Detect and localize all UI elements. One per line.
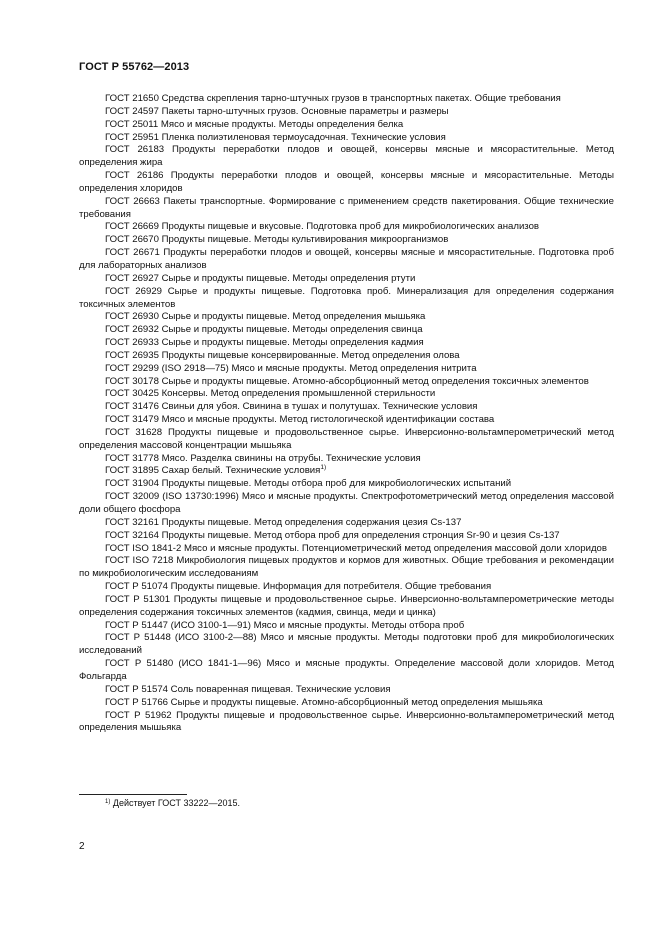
reference-text: ГОСТ 26927 Сырье и продукты пищевые. Методы определения ртути bbox=[105, 272, 416, 284]
reference-item bbox=[79, 684, 614, 697]
reference-text: ГОСТ 32164 Продукты пищевые. Метод отбора проб для определения стронция Sr-90 и цезия Cs-137 bbox=[105, 529, 560, 541]
reference-item bbox=[79, 144, 614, 170]
reference-item bbox=[79, 324, 614, 337]
reference-text: ГОСТ 31778 Мясо. Разделка свинины на отрубы. Технические условия bbox=[105, 452, 421, 464]
reference-text: ГОСТ 26930 Сырье и продукты пищевые. Метод определения мышьяка bbox=[105, 311, 426, 323]
reference-item bbox=[79, 132, 614, 145]
reference-text: ГОСТ 25011 Мясо и мясные продукты. Методы определения белка bbox=[105, 118, 404, 130]
footnote-reference-marker: 1) bbox=[320, 464, 327, 472]
footnote-divider bbox=[79, 794, 187, 795]
reference-text: ГОСТ 32161 Продукты пищевые. Метод определения содержания цезия Cs-137 bbox=[105, 516, 462, 528]
reference-text: ГОСТ 30178 Сырье и продукты пищевые. Атомно-абсорбционный метод определения токсичных элементов bbox=[105, 375, 589, 387]
reference-item bbox=[79, 581, 614, 594]
reference-text: ГОСТ Р 51447 (ИСО 3100-1—91) Мясо и мясные продукты. Методы отбора проб bbox=[105, 619, 465, 631]
reference-item bbox=[79, 401, 614, 414]
reference-text: ГОСТ Р 51448 (ИСО 3100-2—88) Мясо и мясные продукты. Методы подготовки проб для микробиологических исследований bbox=[79, 632, 614, 657]
reference-text: ГОСТ Р 51962 Продукты пищевые и продовольственное сырье. Инверсионно-вольтамперометрический метод определения мышьяка bbox=[79, 709, 614, 734]
reference-item bbox=[79, 196, 614, 222]
reference-text: ГОСТ 26935 Продукты пищевые консервированные. Метод определения олова bbox=[105, 349, 460, 361]
reference-text: ГОСТ 25951 Пленка полиэтиленовая термоусадочная. Технические условия bbox=[105, 131, 446, 143]
reference-text: ГОСТ Р 51574 Соль поваренная пищевая. Технические условия bbox=[105, 683, 391, 695]
reference-item bbox=[79, 555, 614, 581]
reference-item bbox=[79, 658, 614, 684]
reference-text: ГОСТ 31895 Сахар белый. Технические условия bbox=[105, 465, 321, 477]
reference-item bbox=[79, 93, 614, 106]
reference-text: ГОСТ 26669 Продукты пищевые и вкусовые. Подготовка проб для микробиологических анализов bbox=[105, 221, 540, 233]
reference-item bbox=[79, 710, 614, 736]
reference-item bbox=[79, 119, 614, 132]
reference-item bbox=[79, 517, 614, 530]
document-header-title: ГОСТ Р 55762—2013 bbox=[79, 61, 190, 73]
reference-item bbox=[79, 273, 614, 286]
reference-item bbox=[79, 491, 614, 517]
reference-text: ГОСТ ISO 7218 Микробиология пищевых продуктов и кормов для животных. Общие требования и рекомендации по микробиологическим исследованиям bbox=[79, 555, 614, 580]
reference-text: ГОСТ 26183 Продукты переработки плодов и овощей, консервы мясные и мясорастительные. Метод определения жира bbox=[79, 144, 614, 169]
reference-item bbox=[79, 221, 614, 234]
reference-item bbox=[79, 632, 614, 658]
page-number: 2 bbox=[79, 841, 85, 852]
reference-item bbox=[79, 478, 614, 491]
reference-text: ГОСТ 31904 Продукты пищевые. Методы отбора проб для микробиологических испытаний bbox=[105, 478, 512, 490]
reference-item bbox=[79, 363, 614, 376]
footnote-text: Действует ГОСТ 33222—2015. bbox=[110, 798, 241, 808]
reference-item bbox=[79, 465, 614, 478]
reference-item bbox=[79, 311, 614, 324]
reference-item bbox=[79, 106, 614, 119]
reference-text: ГОСТ 24597 Пакеты тарно-штучных грузов. Основные параметры и размеры bbox=[105, 105, 449, 117]
reference-item bbox=[79, 388, 614, 401]
reference-item bbox=[79, 350, 614, 363]
reference-text: ГОСТ 26670 Продукты пищевые. Методы культивирования микроорганизмов bbox=[105, 234, 449, 246]
reference-text: ГОСТ 31628 Продукты пищевые и продовольственное сырье. Инверсионно-вольтамперометрический метод определения массовой концентрации мышьяка bbox=[79, 426, 614, 451]
reference-item bbox=[79, 234, 614, 247]
normative-references-list bbox=[79, 93, 614, 735]
reference-item bbox=[79, 414, 614, 427]
footnote bbox=[105, 797, 240, 809]
reference-text: ГОСТ Р 51301 Продукты пищевые и продовольственное сырье. Инверсионно-вольтамперометрические методы определения содержания токсичных элементов (кадмия, свинца, меди и цинка) bbox=[79, 593, 614, 618]
reference-item bbox=[79, 337, 614, 350]
reference-text: ГОСТ 29299 (ISO 2918—75) Мясо и мясные продукты. Метод определения нитрита bbox=[105, 362, 477, 374]
reference-text: ГОСТ 21650 Средства скрепления тарно-штучных грузов в транспортных пакетах. Общие требования bbox=[105, 93, 561, 104]
reference-item bbox=[79, 170, 614, 196]
reference-item bbox=[79, 530, 614, 543]
footnote-marker: 1) bbox=[105, 799, 111, 805]
reference-text: ГОСТ 26663 Пакеты транспортные. Формирование с применением средств пакетирования. Общие технические требования bbox=[79, 195, 614, 220]
reference-item bbox=[79, 594, 614, 620]
reference-item bbox=[79, 543, 614, 556]
reference-text: ГОСТ 32009 (ISO 13730:1996) Мясо и мясные продукты. Спектрофотометрический метод определения массовой доли общего фосфора bbox=[79, 491, 614, 515]
reference-text: ГОСТ 26933 Сырье и продукты пищевые. Методы определения кадмия bbox=[105, 337, 424, 349]
reference-text: ГОСТ Р 51074 Продукты пищевые. Информация для потребителя. Общие требования bbox=[105, 581, 492, 593]
reference-item bbox=[79, 247, 614, 273]
reference-text: ГОСТ ISO 1841-2 Мясо и мясные продукты. Потенциометрический метод определения массовой доли хлоридов bbox=[105, 542, 607, 554]
reference-text: ГОСТ 26186 Продукты переработки плодов и овощей, консервы мясные и мясорастительные. Методы определения хлоридов bbox=[79, 170, 614, 194]
reference-item bbox=[79, 376, 614, 389]
reference-text: ГОСТ 26671 Продукты переработки плодов и овощей, консервы мясные и мясорастительные. Подготовка проб для лабораторных анализов bbox=[79, 247, 614, 271]
reference-item bbox=[79, 427, 614, 453]
reference-item bbox=[79, 620, 614, 633]
reference-text: ГОСТ 31479 Мясо и мясные продукты. Метод гистологической идентификации состава bbox=[105, 414, 495, 426]
reference-item bbox=[79, 286, 614, 312]
reference-text: ГОСТ 30425 Консервы. Метод определения промышленной стерильности bbox=[105, 388, 436, 400]
reference-text: ГОСТ Р 51480 (ИСО 1841-1—96) Мясо и мясные продукты. Определение массовой доли хлоридов. Метод Фольгарда bbox=[79, 658, 614, 682]
reference-item bbox=[79, 697, 614, 710]
reference-item bbox=[79, 453, 614, 466]
reference-text: ГОСТ 26932 Сырье и продукты пищевые. Методы определения свинца bbox=[105, 324, 423, 336]
reference-text: ГОСТ 26929 Сырье и продукты пищевые. Подготовка проб. Минерализация для определения содержания токсичных элементов bbox=[79, 285, 614, 310]
reference-text: ГОСТ 31476 Свиньи для убоя. Свинина в тушах и полутушах. Технические условия bbox=[105, 401, 478, 413]
reference-text: ГОСТ Р 51766 Сырье и продукты пищевые. Атомно-абсорбционный метод определения мышьяка bbox=[105, 696, 543, 708]
